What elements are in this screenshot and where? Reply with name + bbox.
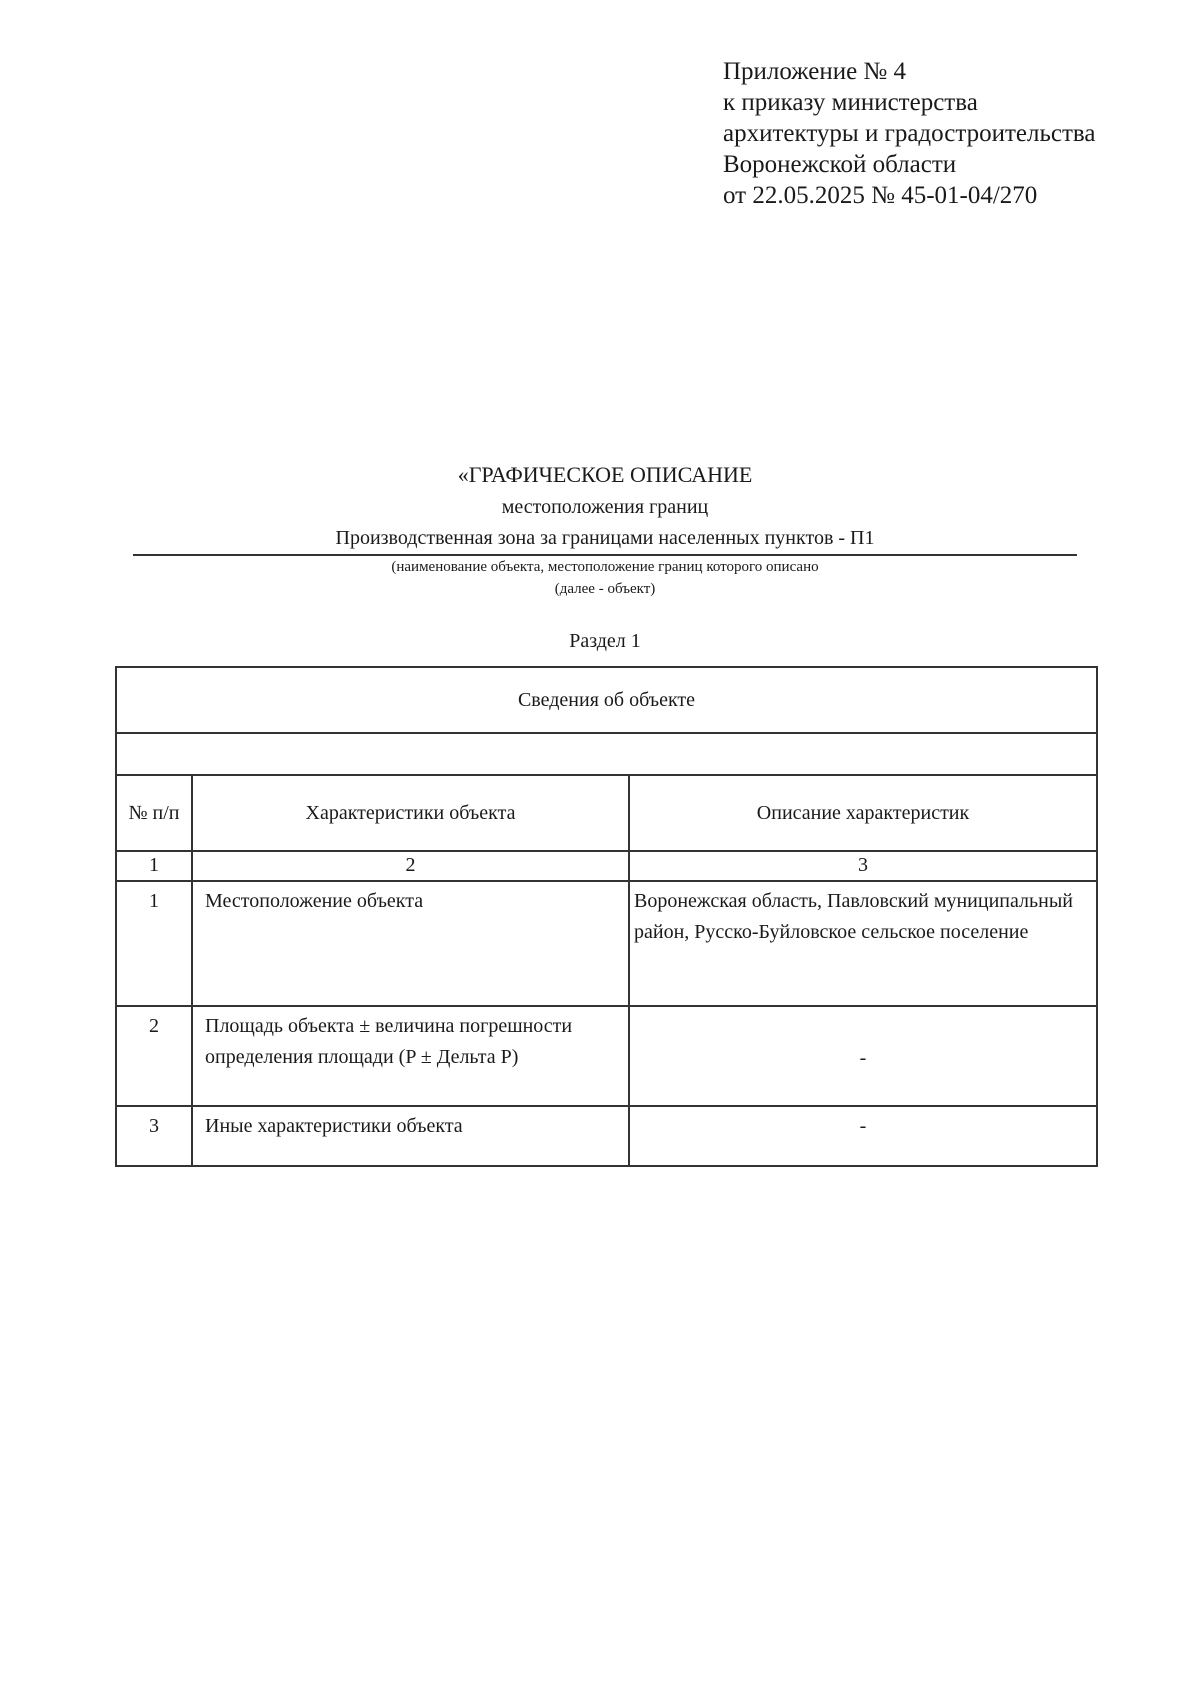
- table-row: [116, 1106, 1097, 1166]
- section-label: Раздел 1: [569, 630, 641, 652]
- header-characteristics: Характеристики объекта: [192, 775, 629, 851]
- row-description: -: [629, 1106, 1097, 1166]
- row-number: 1: [116, 881, 192, 1006]
- row-characteristic: Площадь объекта ± величина погрешности определения площади (P ± Дельта P): [192, 1006, 629, 1106]
- document-subtitle: местоположения границ: [501, 496, 709, 518]
- object-name-note: (далее - объект): [554, 581, 656, 597]
- table-header-row: [116, 775, 1097, 851]
- column-number: 3: [629, 851, 1097, 881]
- header-num: № п/п: [116, 775, 192, 851]
- table-caption: Сведения об объекте: [116, 667, 1097, 733]
- row-number: 2: [116, 1006, 192, 1106]
- object-info-table: [115, 666, 1098, 1167]
- table-caption-row: [116, 667, 1097, 733]
- appendix-line: архитектуры и градостроительства: [723, 120, 1096, 147]
- appendix-line: Приложение № 4: [723, 58, 907, 85]
- row-characteristic: Иные характеристики объекта: [192, 1106, 629, 1166]
- column-number: 1: [116, 851, 192, 881]
- object-name-note: (наименование объекта, местоположение границ которого описано: [391, 559, 819, 575]
- appendix-line: Воронежской области: [723, 151, 957, 178]
- appendix-line: к приказу министерства: [723, 89, 978, 116]
- title-block: [133, 460, 1077, 600]
- row-description: -: [629, 1006, 1097, 1106]
- table-empty-row: [116, 733, 1097, 775]
- empty-cell: [116, 733, 1097, 775]
- header-description: Описание характеристик: [629, 775, 1097, 851]
- appendix-line: от 22.05.2025 № 45-01-04/270: [723, 182, 1038, 209]
- table-row: [116, 881, 1097, 1006]
- row-characteristic: Местоположение объекта: [192, 881, 629, 1006]
- row-description: Воронежская область, Павловский муниципальный район, Русско-Буйловское сельское поселение: [629, 881, 1097, 1006]
- column-number: 2: [192, 851, 629, 881]
- object-name: Производственная зона за границами населенных пунктов - П1: [133, 524, 1077, 556]
- row-number: 3: [116, 1106, 192, 1166]
- table-row: [116, 1006, 1097, 1106]
- document-title: «ГРАФИЧЕСКОЕ ОПИСАНИЕ: [457, 462, 753, 487]
- appendix-header: [723, 56, 1183, 211]
- column-number-row: [116, 851, 1097, 881]
